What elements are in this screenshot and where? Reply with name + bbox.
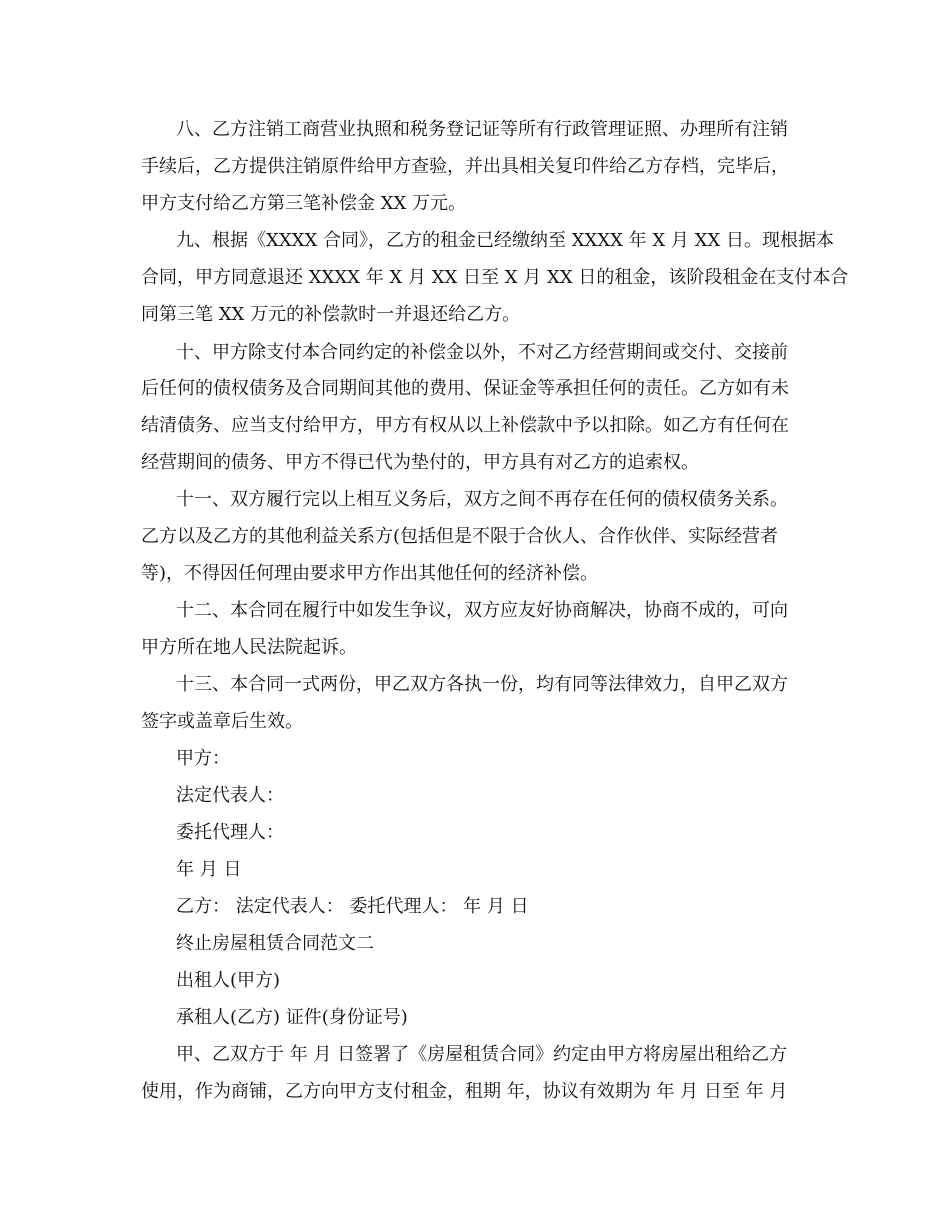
clause-9-line-2: 合同，甲方同意退还 XXXX 年 X 月 XX 日至 X 月 XX 日的租金，该阶段租金在支付本合 xyxy=(141,267,849,288)
clause-8-line-1: 八、乙方注销工商营业执照和税务登记证等所有行政管理证照、办理所有注销 xyxy=(176,119,788,140)
section-title: 终止房屋租赁合同范文二 xyxy=(176,933,374,954)
clause-13-line-2: 签字或盖章后生效。 xyxy=(141,711,303,732)
clause-11-line-3: 等)，不得因任何理由要求甲方作出其他任何的经济补偿。 xyxy=(141,563,599,584)
clause-11-line-2: 乙方以及乙方的其他利益关系方(包括但是不限于合伙人、合作伙伴、实际经营者 xyxy=(141,526,779,547)
party-b-signature-line: 乙方： 法定代表人： 委托代理人： 年 月 日 xyxy=(176,896,529,917)
clause-10-line-4: 经营期间的债务、甲方不得已代为垫付的，甲方具有对乙方的追索权。 xyxy=(141,452,699,473)
agreement-line-1: 甲、乙双方于 年 月 日签署了《房屋租赁合同》约定由甲方将房屋出租给乙方 xyxy=(176,1044,788,1065)
clause-10-line-3: 结清债务、应当支付给甲方，甲方有权从以上补偿款中予以扣除。如乙方有任何在 xyxy=(141,415,789,436)
clause-12-line-1: 十二、本合同在履行中如发生争议，双方应友好协商解决，协商不成的，可向 xyxy=(176,600,788,621)
clause-13-line-1: 十三、本合同一式两份，甲乙双方各执一份，均有同等法律效力，自甲乙双方 xyxy=(176,674,788,695)
agreement-line-2: 使用，作为商铺，乙方向甲方支付租金，租期 年，协议有效期为 年 月 日至 年 月 xyxy=(141,1081,788,1102)
lessor-label: 出租人(甲方) xyxy=(176,970,281,991)
legal-representative-label: 法定代表人： xyxy=(176,785,284,806)
clause-9-line-1: 九、根据《XXXX 合同》，乙方的租金已经缴纳至 XXXX 年 X 月 XX 日。现根据本 xyxy=(176,230,835,251)
clause-11-line-1: 十一、双方履行完以上相互义务后，双方之间不再存在任何的债权债务关系。 xyxy=(176,489,788,510)
clause-12-line-2: 甲方所在地人民法院起诉。 xyxy=(141,637,357,658)
lessee-label: 承租人(乙方) 证件(身份证号) xyxy=(176,1007,408,1028)
party-a-label: 甲方： xyxy=(176,748,230,769)
clause-10-line-1: 十、甲方除支付本合同约定的补偿金以外，不对乙方经营期间或交付、交接前 xyxy=(176,342,788,363)
clause-10-line-2: 后任何的债权债务及合同期间其他的费用、保证金等承担任何的责任。乙方如有未 xyxy=(141,378,789,399)
signature-date: 年 月 日 xyxy=(176,859,242,880)
clause-8-line-3: 甲方支付给乙方第三笔补偿金 XX 万元。 xyxy=(141,193,467,214)
authorized-agent-label: 委托代理人： xyxy=(176,822,284,843)
clause-8-line-2: 手续后，乙方提供注销原件给甲方查验，并出具相关复印件给乙方存档，完毕后， xyxy=(141,156,789,177)
clause-9-line-3: 同第三笔 XX 万元的补偿款时一并退还给乙方。 xyxy=(141,304,521,325)
